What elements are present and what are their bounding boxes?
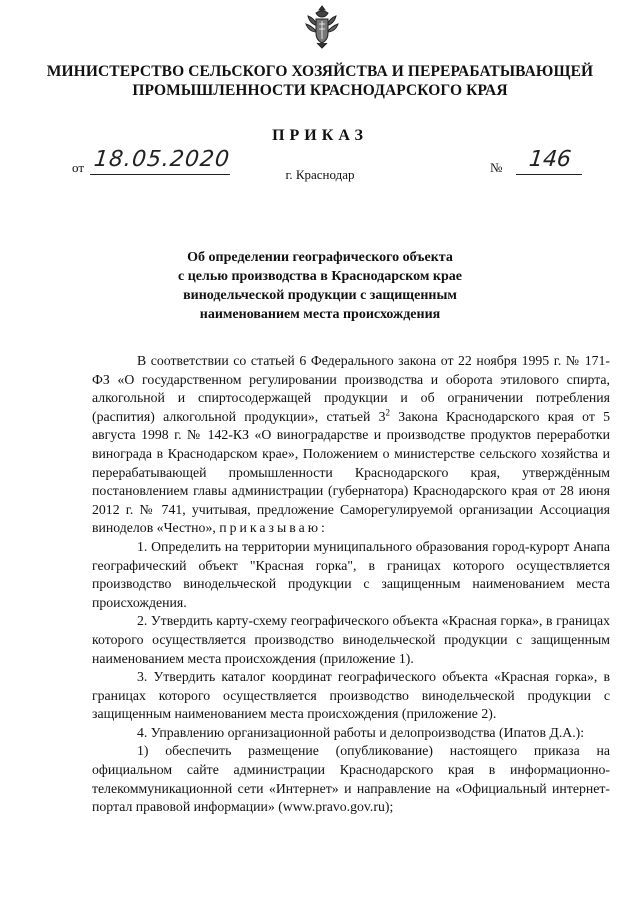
subject-line4: наименованием места происхождения xyxy=(199,307,441,322)
coat-of-arms-icon xyxy=(305,4,339,50)
item-2: 2. Утвердить карту-схему географического объекта «Красная горка», в границах которого осуществляется производство винодельческой продукции с защищенным наименованием места происхождения (приложение 1). xyxy=(92,613,610,666)
preamble-paragraph xyxy=(92,352,610,538)
item-4: 4. Управлению организационной работы и делопроизводства (Ипатов Д.А.): xyxy=(137,724,585,740)
item-4-1: 1) обеспечить размещение (опубликование) настоящего приказа на официальном сайте администрации Краснодарского края в информационно-телекоммуникационной сети «Интернет» и направление на «Официальный интернет-портал правовой информации» (www.pravo.gov.ru); xyxy=(92,743,610,815)
article-superscript: 2 xyxy=(385,407,391,418)
item-1: 1. Определить на территории муниципального образования город-курорт Анапа географический объект "Красная горка", в границах которого осуществляется производство винодельческой продукции с защищенным наименованием места происхождения. xyxy=(92,538,610,610)
ministry-name xyxy=(40,62,600,100)
subject-line1: Об определении географического объекта xyxy=(187,250,453,265)
ministry-name-line1: МИНИСТЕРСТВО СЕЛЬСКОГО ХОЗЯЙСТВА И ПЕРЕРАБАТЫВАЮЩЕЙ xyxy=(46,63,594,80)
order-subject xyxy=(150,248,490,324)
subject-line2: с целью производства в Краснодарском крае xyxy=(178,269,462,284)
order-title: ПРИКАЗ xyxy=(272,127,368,144)
order-body xyxy=(92,352,610,817)
ministry-name-line2: ПРОМЫШЛЕННОСТИ КРАСНОДАРСКОГО КРАЯ xyxy=(132,82,508,99)
subject-line3: винодельческой продукции с защищенным xyxy=(183,288,457,303)
date-prefix: от xyxy=(72,160,85,175)
order-number: 146 xyxy=(527,147,573,172)
preamble-text: В соответствии со статьей 6 Федерального закона от 22 ноября 1995 г. № 171-ФЗ «О государственном регулировании производства и оборота этилового спирта, алкогольной и спиртосодержащей продукции и об ограничении потребления (распития) алкогольной продукции», статьей 3 xyxy=(92,353,610,424)
preamble-text-cont: Закона Краснодарского края от 5 августа 1998 г. № 142-КЗ «О виноградарстве и производстве продуктов переработки винограда в Краснодарском крае», Положением о министерстве сельского хозяйства и перерабатывающей промышленности Краснодарского края, утверждённым постановлением главы администрации (губернатора) Краснодарского края от 28 июня 2012 г. № 741, учитывая, предложение Саморегулируемой организации Ассоциация виноделов «Честно», xyxy=(92,408,611,536)
item-3: 3. Утвердить каталог координат географического объекта «Красная горка», в границах которого осуществляется производство винодельческой продукции с защищенным наименованием места происхождения (приложение 2). xyxy=(92,669,610,722)
number-prefix: № xyxy=(490,160,503,175)
order-date: 18.05.2020 xyxy=(92,147,232,172)
city: г. Краснодар xyxy=(285,167,355,182)
order-word: приказываю: xyxy=(219,520,328,536)
